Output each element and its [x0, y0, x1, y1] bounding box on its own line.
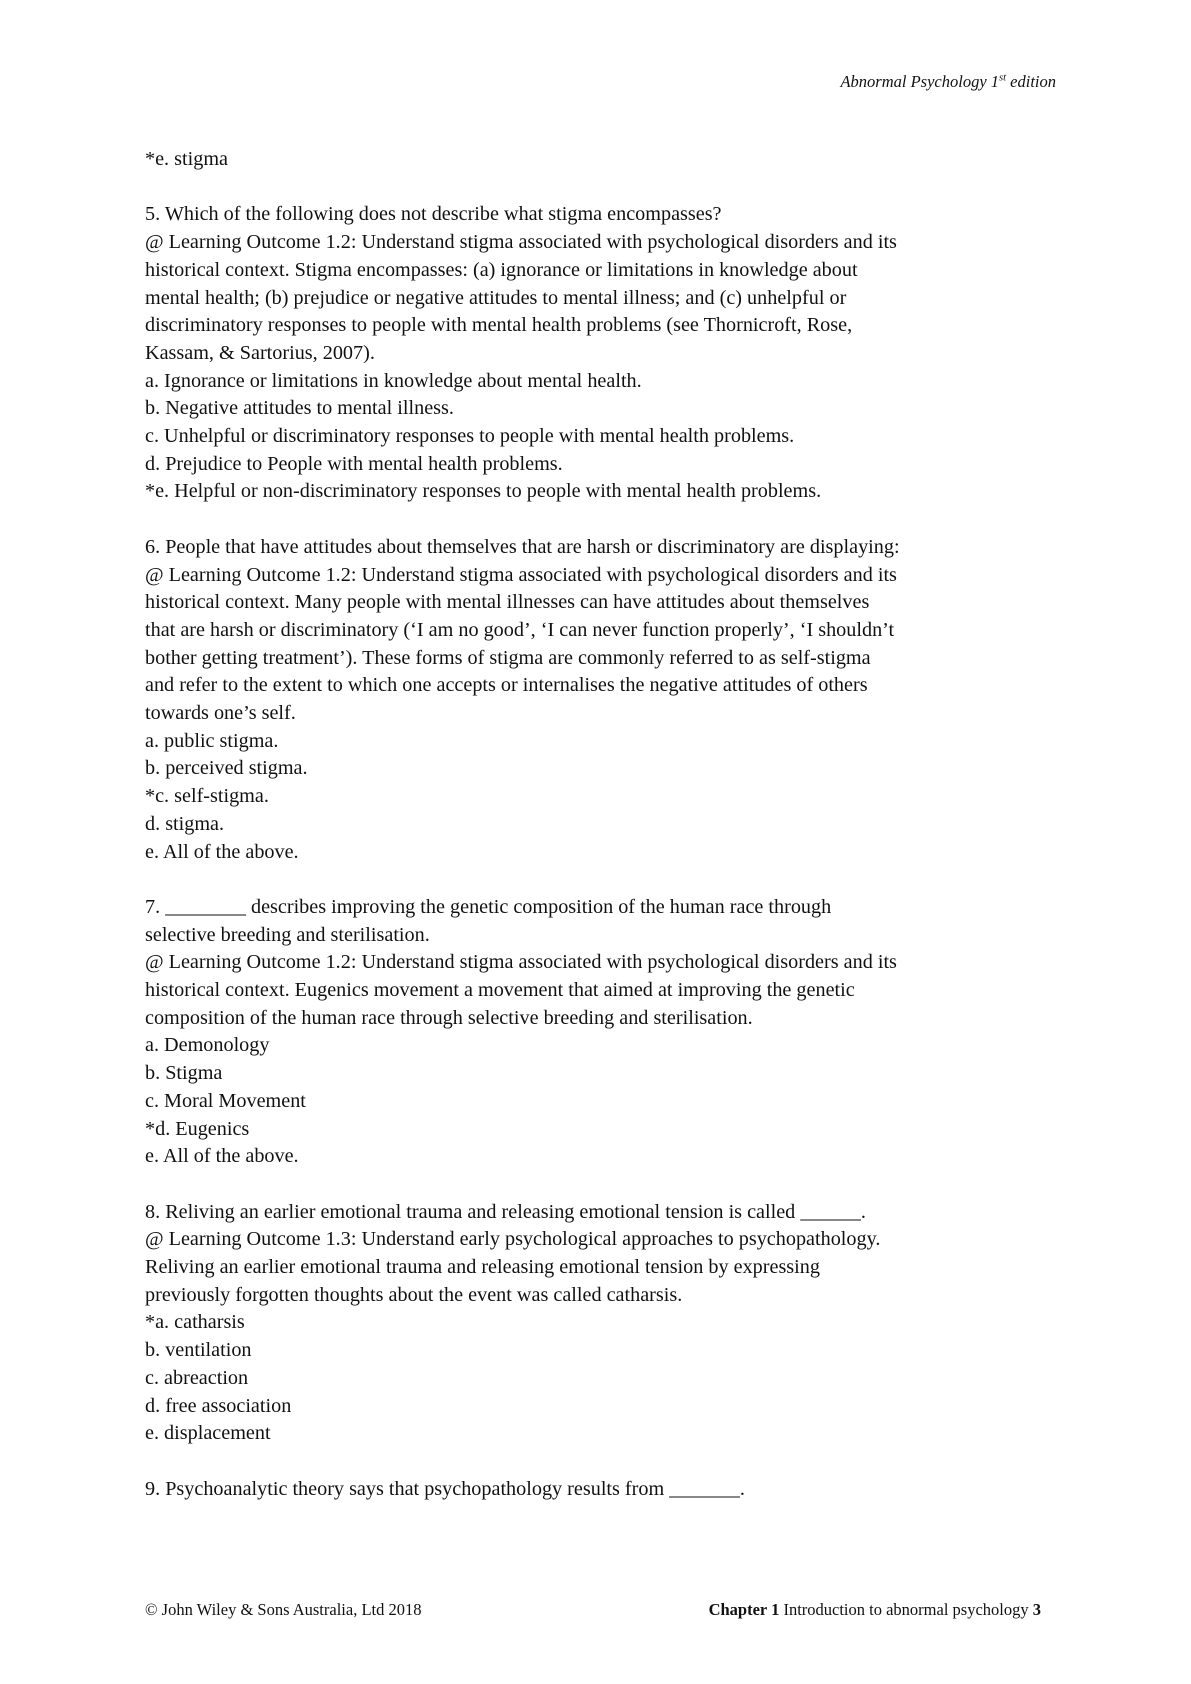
text-line: towards one’s self.	[145, 702, 296, 725]
footer-page-number: 3	[1032, 1600, 1041, 1619]
header-title-suffix: edition	[1006, 72, 1056, 91]
text-line: Kassam, & Sartorius, 2007).	[145, 341, 375, 364]
text-line: historical context. Stigma encompasses: (a) ignorance or limitations in knowledge about	[145, 258, 858, 281]
text-line: 8. Reliving an earlier emotional trauma and releasing emotional tension is called ______.	[145, 1200, 866, 1223]
running-header	[840, 72, 1056, 92]
text-line: that are harsh or discriminatory (‘I am no good’, ‘I can never function properly’, ‘I shouldn’t	[145, 618, 895, 641]
paragraph-gap	[145, 1448, 1050, 1476]
text-line: c. abreaction	[145, 1366, 249, 1389]
page-body	[145, 146, 1050, 1503]
text-line: *e. stigma	[145, 148, 228, 170]
text-line: b. perceived stigma.	[145, 757, 308, 780]
header-title-superscript: st	[999, 72, 1007, 84]
text-line: *c. self-stigma.	[145, 785, 269, 808]
footer-chapter	[709, 1600, 1041, 1620]
text-line: a. Ignorance or limitations in knowledge about mental health.	[145, 369, 642, 392]
header-title-prefix: Abnormal Psychology 1	[840, 72, 1000, 91]
text-line: d. stigma.	[145, 812, 225, 835]
text-line: @ Learning Outcome 1.3: Understand early psychological approaches to psychopathology.	[145, 1228, 881, 1251]
text-line: @ Learning Outcome 1.2: Understand stigma associated with psychological disorders and its	[145, 563, 897, 586]
text-line: composition of the human race through selective breeding and sterilisation.	[145, 1006, 753, 1029]
text-line: c. Unhelpful or discriminatory responses to people with mental health problems.	[145, 425, 795, 448]
text-line: previously forgotten thoughts about the event was called catharsis.	[145, 1283, 683, 1306]
text-line: b. Negative attitudes to mental illness.	[145, 397, 454, 420]
text-line: 5. Which of the following does not describe what stigma encompasses?	[145, 203, 722, 226]
paragraph-gap	[145, 506, 1050, 534]
text-line: Reliving an earlier emotional trauma and releasing emotional tension by expressing	[145, 1256, 820, 1279]
text-line: *d. Eugenics	[145, 1117, 250, 1140]
text-line: historical context. Eugenics movement a movement that aimed at improving the genetic	[145, 979, 855, 1002]
paragraph-gap	[145, 174, 1050, 202]
text-line: discriminatory responses to people with mental health problems (see Thornicroft, Rose,	[145, 314, 853, 337]
text-line: c. Moral Movement	[145, 1089, 306, 1112]
text-line: e. All of the above.	[145, 840, 299, 863]
text-line: *e. Helpful or non-discriminatory responses to people with mental health problems.	[145, 480, 822, 503]
text-line: d. Prejudice to People with mental health problems.	[145, 452, 563, 475]
text-line: and refer to the extent to which one accepts or internalises the negative attitudes of others	[145, 674, 868, 697]
text-line: e. displacement	[145, 1422, 271, 1445]
text-line: b. ventilation	[145, 1339, 252, 1362]
text-line: e. All of the above.	[145, 1145, 299, 1168]
text-line: b. Stigma	[145, 1062, 223, 1085]
text-line: a. public stigma.	[145, 729, 279, 752]
text-line: 6. People that have attitudes about themselves that are harsh or discriminatory are displaying:	[145, 535, 900, 558]
footer-chapter-label: Chapter 1	[708, 1600, 780, 1619]
text-line: mental health; (b) prejudice or negative attitudes to mental illness; and (c) unhelpful or	[145, 286, 847, 309]
text-line: selective breeding and sterilisation.	[145, 923, 430, 946]
paragraph-gap	[145, 1171, 1050, 1199]
text-line: historical context. Many people with mental illnesses can have attitudes about themselves	[145, 591, 870, 614]
text-line: bother getting treatment’). These forms of stigma are commonly referred to as self-stigma	[145, 646, 871, 669]
text-line: *a. catharsis	[145, 1311, 245, 1334]
text-line: a. Demonology	[145, 1034, 270, 1057]
text-line: 9. Psychoanalytic theory says that psychopathology results from _______.	[145, 1477, 745, 1500]
footer-chapter-title: Introduction to abnormal psychology	[779, 1600, 1033, 1619]
text-line: @ Learning Outcome 1.2: Understand stigma associated with psychological disorders and its	[145, 231, 897, 254]
paragraph-gap	[145, 866, 1050, 894]
text-line: d. free association	[145, 1394, 292, 1417]
text-line: @ Learning Outcome 1.2: Understand stigma associated with psychological disorders and its	[145, 951, 897, 974]
text-line: 7. ________ describes improving the genetic composition of the human race through	[145, 895, 832, 918]
footer-copyright: © John Wiley & Sons Australia, Ltd 2018	[145, 1600, 422, 1619]
